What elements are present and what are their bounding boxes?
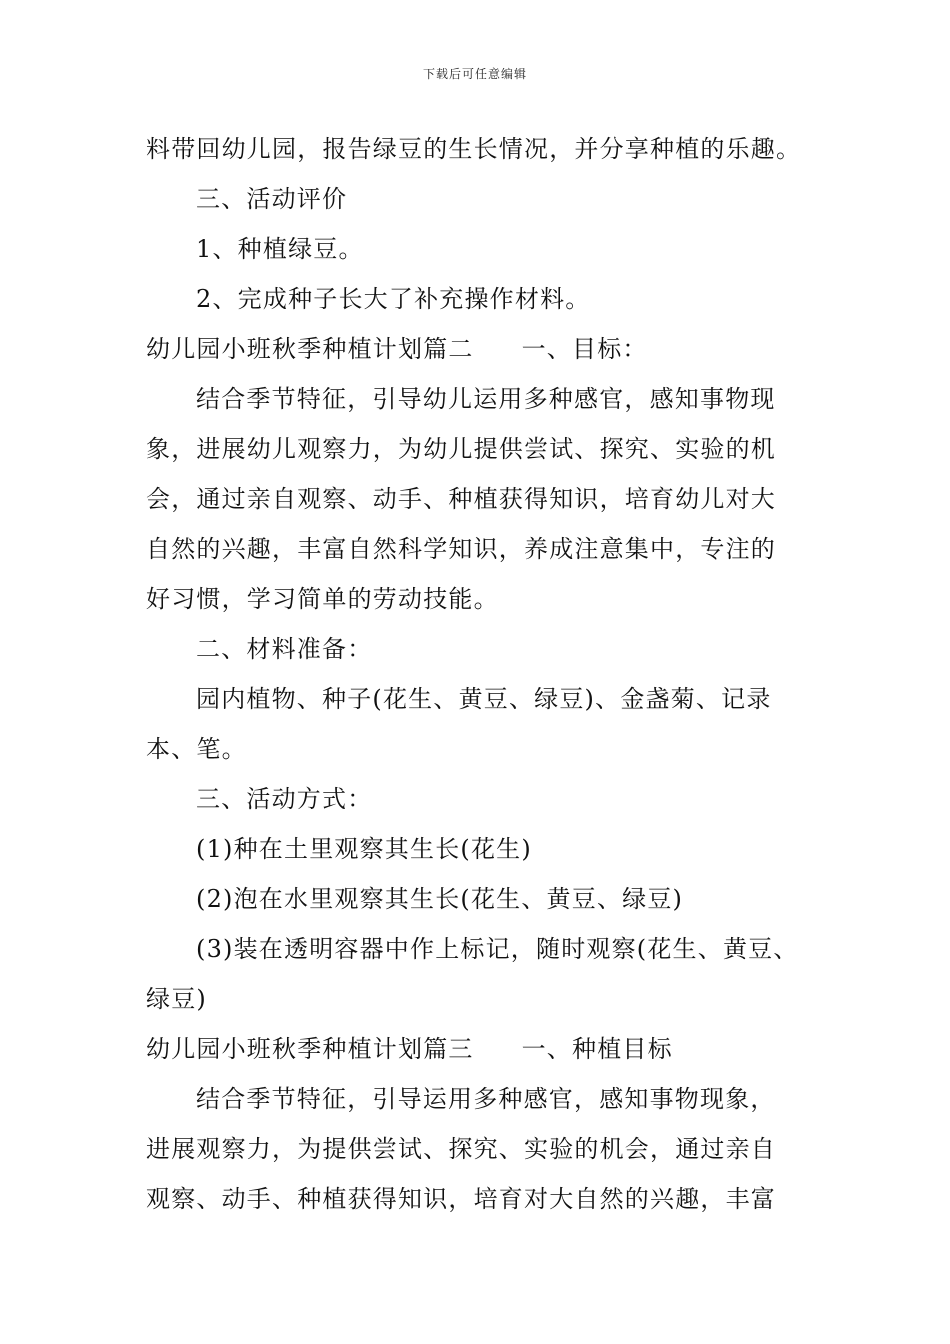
section-heading: 三、活动方式： — [196, 785, 373, 813]
section-heading: 二、材料准备： — [196, 635, 373, 663]
list-item: (1)种在土里观察其生长(花生) — [196, 835, 532, 863]
list-item-continuation: 绿豆) — [146, 985, 207, 1013]
article-title: 幼儿园小班秋季种植计划篇二 — [146, 335, 474, 363]
list-item: 2、完成种子长大了补充操作材料。 — [196, 285, 591, 313]
paragraph-line: 进展观察力，为提供尝试、探究、实验的机会，通过亲自 — [146, 1135, 776, 1163]
list-item: (3)装在透明容器中作上标记，随时观察(花生、黄豆、 — [196, 935, 799, 963]
paragraph-line: 好习惯，学习简单的劳动技能。 — [146, 585, 499, 613]
paragraph-line: 自然的兴趣，丰富自然科学知识，养成注意集中，专注的 — [146, 535, 776, 563]
paragraph-line: 观察、动手、种植获得知识，培育对大自然的兴趣，丰富 — [146, 1185, 776, 1213]
paragraph-line: 园内植物、种子(花生、黄豆、绿豆)、金盏菊、记录 — [196, 685, 772, 713]
paragraph-line: 本、笔。 — [146, 735, 247, 763]
paragraph-line: 象，进展幼儿观察力，为幼儿提供尝试、探究、实验的机 — [146, 435, 776, 463]
section-heading: 一、目标： — [521, 335, 648, 363]
article-title-line — [146, 333, 648, 365]
section-heading: 三、活动评价 — [196, 185, 348, 213]
paragraph-line: 结合季节特征，引导运用多种感官，感知事物现象， — [196, 1085, 776, 1113]
list-item: 1、种植绿豆。 — [196, 235, 364, 263]
paragraph-line: 结合季节特征，引导幼儿运用多种感官，感知事物现 — [196, 385, 776, 413]
paragraph-line: 料带回幼儿园，报告绿豆的生长情况，并分享种植的乐趣。 — [146, 135, 802, 163]
article-title: 幼儿园小班秋季种植计划篇三 — [146, 1035, 474, 1063]
list-item: (2)泡在水里观察其生长(花生、黄豆、绿豆) — [196, 885, 684, 913]
page-header: 下载后可任意编辑 — [422, 67, 527, 81]
paragraph-line: 会，通过亲自观察、动手、种植获得知识，培育幼儿对大 — [146, 485, 776, 513]
section-heading: 一、种植目标 — [521, 1035, 673, 1063]
article-title-line — [146, 1033, 673, 1065]
